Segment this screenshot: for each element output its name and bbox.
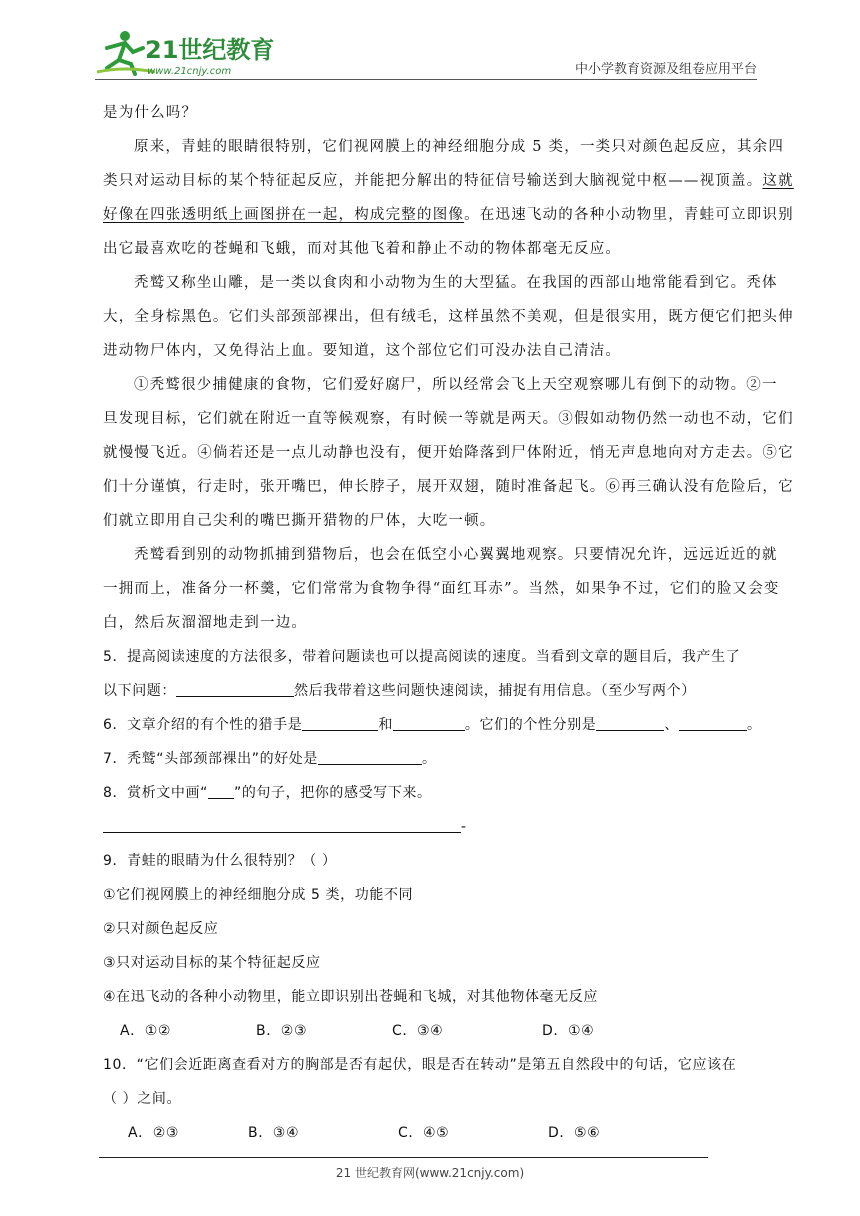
passage-line: 出它最喜欢吃的苍蝇和飞蛾，而对其他飞着和静止不动的物体都毫无反应。 [103,241,622,257]
answer-blank[interactable] [176,680,294,697]
question-5: 5．提高阅读速度的方法很多，带着问题读也可以提高阅读的速度。当看到文章的题目后，我产生了 [103,649,741,665]
question-5-line2: 以下问题： 然后我带着这些问题快速阅读，捕捉有用信息。（至少写两个） [103,674,763,708]
question-10-line2: （ ）之间。 [103,1091,182,1107]
passage-line: 大，全身棕黑色。它们头部颈部裸出，但有绒毛，这样虽然不美观，但是很实用，既方便它们把头伸 [103,309,794,325]
header-divider [95,79,757,80]
option-c[interactable]: C．③④ [392,1023,444,1039]
question-6: 6．文章介绍的有个性的猎手是 和 。它们的个性分别是 、 。 [103,708,763,742]
passage-line: 是为什么吗？ [103,105,198,121]
page-header [95,28,757,80]
option-a[interactable]: A．②③ [128,1125,180,1141]
passage-line: 们十分谨慎，行走时，张开嘴巴，伸长脖子，展开双翅，随时准备起飞。⑥再三确认没有危险后，它 [103,479,794,495]
option-d[interactable]: D．⑤⑥ [548,1125,601,1141]
question-9: 9．青蛙的眼睛为什么很特别？（ ） [103,853,337,869]
underlined-sentence: 这就 [762,173,794,189]
question-9-item: ②只对颜色起反应 [103,921,219,937]
logo [95,28,285,78]
question-9-item: ①它们视网膜上的神经细胞分成 5 类，功能不同 [103,887,414,903]
passage-line: 进动物尸体内，又免得沾上血。要知道，这个部位它们可没办法自己清洁。 [103,343,622,359]
question-7: 7．秃鹫“头部颈部裸出”的好处是 。 [103,742,763,776]
platform-name: 中小学教育资源及组卷应用平台 [574,62,757,77]
option-c[interactable]: C．④⑤ [398,1125,450,1141]
answer-blank[interactable] [103,816,461,833]
page-content [103,96,794,1150]
footer-divider [99,1157,708,1158]
question-9-options [103,1014,763,1048]
passage-line: 秃鹫看到别的动物抓捕到猎物后，也会在低空小心翼翼地观察。只要情况允许，远远近近的就 [134,547,778,563]
passage-line: ①秃鹫很少捕健康的食物，它们爱好腐尸，所以经常会飞上天空观察哪儿有倒下的动物。②一 [134,377,778,393]
passage-line: 原来，青蛙的眼睛很特别，它们视网膜上的神经细胞分成 5 类，一类只对颜色起反应，其余四 [134,139,785,155]
answer-blank[interactable] [393,714,465,731]
question-8: 8．赏析文中画“ ”的句子，把你的感受写下来。 [103,785,432,801]
question-9-item: ④在迅飞动的各种小动物里，能立即识别出苍蝇和飞城，对其他物体毫无反应 [103,989,598,1005]
passage-line: 白，然后灰溜溜地走到一边。 [103,615,308,631]
passage-line: 一拥而上，准备分一杯羹，它们常常为食物争得“面红耳赤”。当然，如果争不过，它们的脸又会变 [103,581,780,597]
passage-line: 类只对运动目标的某个特征起反应，并能把分解出的特征信号输送到大脑视觉中枢——视顶盖。这就 [103,173,794,189]
underline-mark [208,788,234,799]
question-10-options [103,1116,763,1150]
answer-blank[interactable] [679,714,747,731]
option-a[interactable]: A．①② [120,1023,172,1039]
passage-line: 旦发现目标，它们就在附近一直等候观察，有时候一等就是两天。③假如动物仍然一动也不动，它们 [103,411,794,427]
answer-blank[interactable] [318,748,422,765]
answer-blank[interactable] [596,714,664,731]
passage-line: 秃鹫又称坐山雕，是一类以食肉和小动物为生的大型猛。在我国的西部山地常能看到它。秃体 [134,275,778,291]
footer-text: 21 世纪教育网(www.21cnjy.com) [335,1166,525,1180]
question-9-item: ③只对运动目标的某个特征起反应 [103,955,321,971]
underlined-sentence: 好像在四张透明纸上画图拼在一起，构成完整的图像 [103,207,465,223]
passage-line: 就慢慢飞近。④倘若还是一点儿动静也没有，便开始降落到尸体附近，悄无声息地向对方走去。⑤它 [103,445,794,461]
answer-blank[interactable] [302,714,378,731]
svg-text:www.21cnjy.com: www.21cnjy.com [147,66,232,77]
option-b[interactable]: B．③④ [248,1125,300,1141]
passage-line: 们就立即用自己尖利的嘴巴撕开猎物的尸体，大吃一顿。 [103,513,496,529]
question-8-answer-line: - [103,810,763,844]
option-d[interactable]: D．①④ [542,1023,595,1039]
passage-line: 好像在四张透明纸上画图拼在一起，构成完整的图像。在迅速飞动的各种小动物里，青蛙可立即识别 [103,207,794,223]
option-b[interactable]: B．②③ [256,1023,308,1039]
question-10: 10．“它们会近距离查看对方的胸部是否有起伏，眼是否在转动”是第五自然段中的句话，它应该在 [103,1057,737,1073]
svg-text:21世纪教育: 21世纪教育 [145,36,275,64]
